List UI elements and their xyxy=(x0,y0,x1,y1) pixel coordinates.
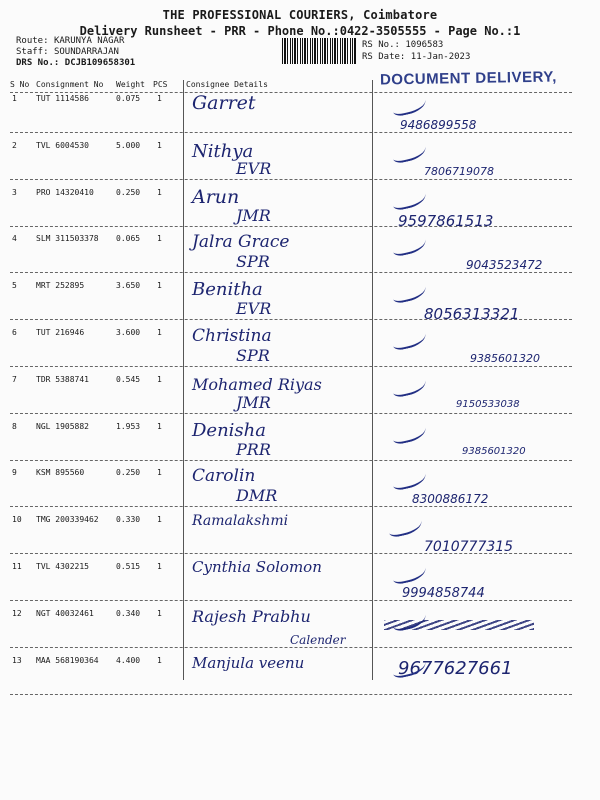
receiver-phone: 8300886172 xyxy=(412,492,489,506)
scribbled-out-signature xyxy=(384,620,534,630)
consignment-cell: TMG 200339462 xyxy=(36,515,99,524)
receiver-phone: 9994858744 xyxy=(402,586,485,601)
row-divider xyxy=(10,460,572,461)
pcs-cell: 1 xyxy=(157,375,162,384)
col-consignment: Consignment No xyxy=(36,80,104,89)
pcs-cell: 1 xyxy=(157,328,162,337)
receiver-signature xyxy=(391,467,428,492)
weight-cell: 0.545 xyxy=(116,375,141,384)
receiver-phone: 7806719078 xyxy=(424,165,494,178)
drs-value: DCJB109658301 xyxy=(64,58,136,68)
rs-no-value: 1096583 xyxy=(405,40,444,50)
receiver-phone: 9597861513 xyxy=(398,212,494,230)
weight-cell: 0.250 xyxy=(116,468,141,477)
rs-no-line xyxy=(362,39,470,51)
pcs-cell: 1 xyxy=(157,468,162,477)
sno-cell: 1 xyxy=(12,94,17,103)
sno-cell: 2 xyxy=(12,141,17,150)
runsheet-subtitle: Delivery Runsheet - PRR - Phone No.:0422-3505555 - Page No.:1 xyxy=(79,24,521,38)
row-divider xyxy=(10,179,572,180)
consignee-name: Denisha xyxy=(192,420,266,441)
receiver-phone: 7010777315 xyxy=(424,539,514,555)
weight-cell: 0.250 xyxy=(116,188,141,197)
receiver-phone: 9486899558 xyxy=(400,118,477,132)
column-divider xyxy=(183,80,184,680)
sno-cell: 5 xyxy=(12,281,17,290)
consignee-name: Nithya xyxy=(192,141,254,162)
consignee-place: JMR xyxy=(236,206,271,225)
consignee-name: Rajesh Prabhu xyxy=(192,607,311,626)
pcs-cell: 1 xyxy=(157,422,162,431)
consignment-cell: MRT 252895 xyxy=(36,281,85,290)
sno-cell: 3 xyxy=(12,188,17,197)
consignment-cell: TVL 6004530 xyxy=(36,141,89,150)
consignee-name: Mohamed Riyas xyxy=(192,375,322,394)
weight-cell: 3.650 xyxy=(116,281,141,290)
row-divider xyxy=(10,132,572,133)
pcs-cell: 1 xyxy=(157,515,162,524)
rs-date-line xyxy=(362,51,470,63)
row-divider xyxy=(10,600,572,601)
row-divider xyxy=(10,694,572,695)
receiver-signature xyxy=(391,140,428,165)
consignment-cell: PRO 14320410 xyxy=(36,188,94,197)
consignment-cell: TDR 5388741 xyxy=(36,375,89,384)
consignee-name: Benitha xyxy=(192,279,263,300)
consignee-place: EVR xyxy=(236,299,272,318)
consignment-cell: TUT 216946 xyxy=(36,328,85,337)
column-divider xyxy=(372,80,373,680)
pcs-cell: 1 xyxy=(157,234,162,243)
consignment-cell: SLM 311503378 xyxy=(36,234,99,243)
receiver-phone: 9385601320 xyxy=(462,446,526,457)
consignee-place: JMR xyxy=(236,393,271,412)
company-title: THE PROFESSIONAL COURIERS, Coimbatore xyxy=(162,8,438,22)
row-divider xyxy=(10,226,572,227)
drs-label: DRS No.: xyxy=(16,58,60,68)
col-sno: S No xyxy=(10,80,30,89)
consignee-name: Manjula veenu xyxy=(192,654,305,672)
sno-cell: 4 xyxy=(12,234,17,243)
row-divider xyxy=(10,319,572,320)
weight-cell: 0.330 xyxy=(116,515,141,524)
route-staff-block xyxy=(16,36,135,69)
consignment-cell: TVL 4302215 xyxy=(36,562,89,571)
pcs-cell: 1 xyxy=(157,188,162,197)
pcs-cell: 1 xyxy=(157,141,162,150)
sno-cell: 12 xyxy=(12,609,22,618)
sno-cell: 10 xyxy=(12,515,22,524)
receiver-phone: 8056313321 xyxy=(424,305,520,323)
rs-date-value: 11-Jan-2023 xyxy=(410,52,471,62)
consignee-name: Garret xyxy=(192,92,256,114)
receiver-signature xyxy=(391,327,428,352)
staff-line xyxy=(16,47,135,58)
row-divider xyxy=(10,366,572,367)
col-pcs: PCS xyxy=(153,80,168,89)
row-divider xyxy=(10,413,572,414)
consignee-name: Christina xyxy=(192,326,272,346)
route-label: Route: xyxy=(16,36,49,46)
consignment-cell: NGL 1905882 xyxy=(36,422,89,431)
sno-cell: 7 xyxy=(12,375,17,384)
document-delivery-stamp: DOCUMENT DELIVERY, xyxy=(379,68,557,89)
consignee-name: Cynthia Solomon xyxy=(192,558,322,576)
receiver-phone: 9150533038 xyxy=(456,399,520,410)
staff-value: SOUNDARRAJAN xyxy=(53,47,119,57)
sno-cell: 13 xyxy=(12,656,22,665)
consignee-name: Arun xyxy=(192,186,240,208)
receiver-signature xyxy=(391,187,428,212)
route-line xyxy=(16,36,135,47)
rs-date-label: RS Date: xyxy=(362,52,406,62)
consignee-place: EVR xyxy=(236,159,272,178)
pcs-cell: 1 xyxy=(157,281,162,290)
pcs-cell: 1 xyxy=(157,609,162,618)
receiver-signature xyxy=(391,280,428,305)
consignee-name: Jalra Grace xyxy=(192,232,290,252)
consignee-name: Carolin xyxy=(192,466,256,486)
receiver-phone: 9677627661 xyxy=(398,658,513,679)
consignee-place: SPR xyxy=(236,346,270,365)
pcs-cell: 1 xyxy=(157,656,162,665)
drs-line xyxy=(16,58,135,69)
receiver-phone: 9043523472 xyxy=(466,258,543,272)
consignment-cell: KSM 895560 xyxy=(36,468,85,477)
pcs-cell: 1 xyxy=(157,94,162,103)
weight-cell: 0.515 xyxy=(116,562,141,571)
header-divider xyxy=(10,92,572,93)
sno-cell: 11 xyxy=(12,562,22,571)
consignment-cell: MAA 568190364 xyxy=(36,656,99,665)
rs-info xyxy=(362,39,470,63)
weight-cell: 0.075 xyxy=(116,94,141,103)
sno-cell: 9 xyxy=(12,468,17,477)
rs-no-label: RS No.: xyxy=(362,40,400,50)
route-value: KARUNYA NAGAR xyxy=(53,36,125,46)
weight-cell: 1.953 xyxy=(116,422,141,431)
consignment-cell: NGT 40032461 xyxy=(36,609,94,618)
consignment-cell: TUT 1114586 xyxy=(36,94,89,103)
weight-cell: 5.000 xyxy=(116,141,141,150)
sno-cell: 6 xyxy=(12,328,17,337)
sno-cell: 8 xyxy=(12,422,17,431)
pcs-cell: 1 xyxy=(157,562,162,571)
row-divider xyxy=(10,272,572,273)
row-divider xyxy=(10,506,572,507)
weight-cell: 4.400 xyxy=(116,656,141,665)
barcode xyxy=(282,38,356,64)
weight-cell: 0.065 xyxy=(116,234,141,243)
receiver-signature xyxy=(391,421,428,446)
row-divider xyxy=(10,553,572,554)
weight-cell: 0.340 xyxy=(116,609,141,618)
receiver-signature xyxy=(391,561,428,586)
consignee-place: Calender xyxy=(290,633,346,647)
receiver-signature xyxy=(391,93,428,118)
consignee-place: PRR xyxy=(236,440,271,459)
weight-cell: 3.600 xyxy=(116,328,141,337)
receiver-phone: 9385601320 xyxy=(470,352,540,365)
row-divider xyxy=(10,647,572,648)
table-header xyxy=(10,78,580,92)
col-weight: Weight xyxy=(116,80,145,89)
consignee-place: DMR xyxy=(236,486,278,505)
consignee-place: SPR xyxy=(236,252,270,271)
consignee-name: Ramalakshmi xyxy=(192,513,289,529)
col-consignee: Consignee Details xyxy=(186,80,268,89)
receiver-signature xyxy=(387,514,424,539)
receiver-signature xyxy=(391,374,428,399)
staff-label: Staff: xyxy=(16,47,49,57)
receiver-signature xyxy=(391,233,428,258)
